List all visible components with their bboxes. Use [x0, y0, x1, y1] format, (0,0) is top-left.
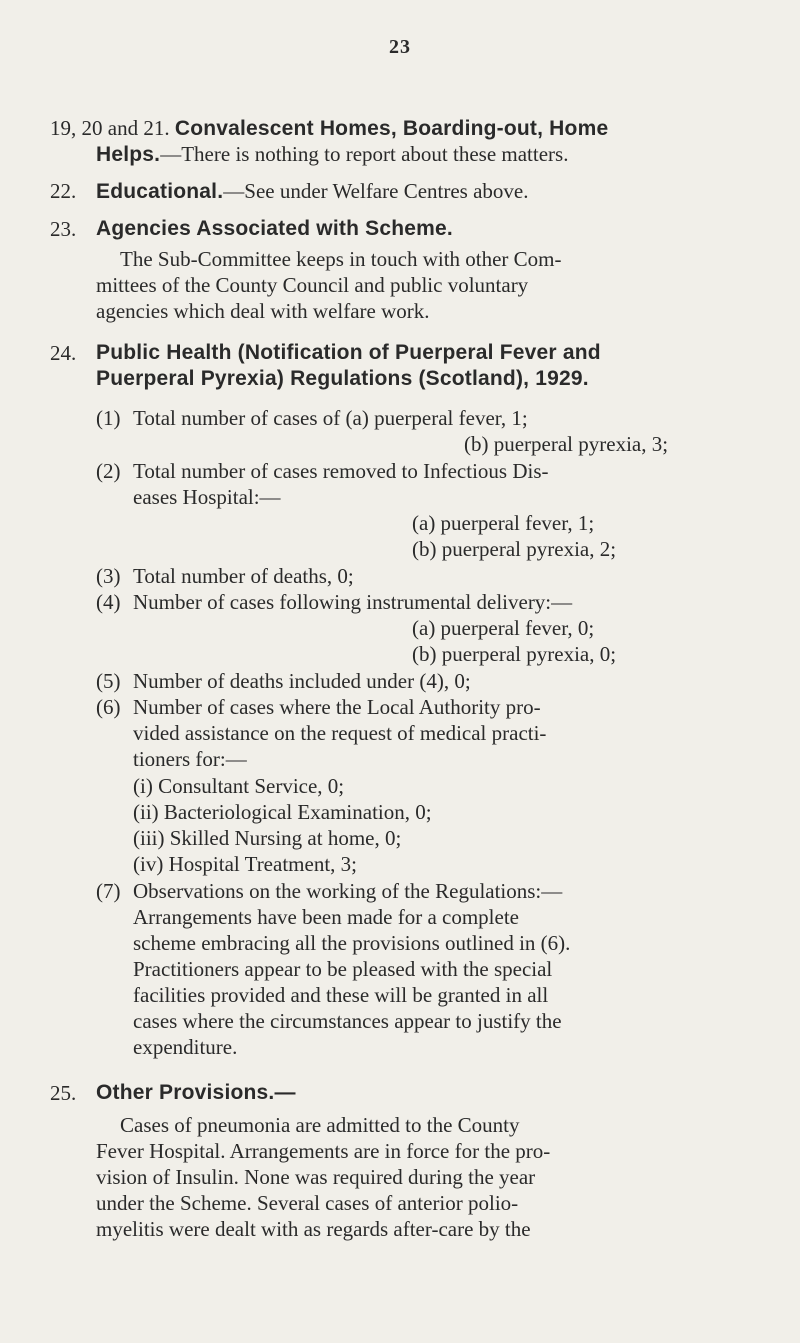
- item-number: (1): [96, 406, 121, 430]
- section-title-continued: Helps.: [96, 143, 161, 166]
- paragraph-line: The Sub-Committee keeps in touch with other Com-: [120, 247, 562, 271]
- item-subline: (b) puerperal pyrexia, 2;: [412, 537, 617, 561]
- section-number: 24.: [50, 341, 77, 365]
- section-number-continued: 20 and 21.: [81, 116, 170, 140]
- paragraph-line: cases where the circumstances appear to justify the: [133, 1009, 562, 1033]
- section-number: 23.: [50, 217, 77, 241]
- paragraph-line: agencies which deal with welfare work.: [96, 299, 430, 323]
- item-subline: (a) puerperal fever, 1;: [412, 511, 595, 535]
- item-text: Total number of cases of (a) puerperal fever, 1;: [133, 406, 528, 430]
- section-title: Other Provisions.—: [96, 1081, 296, 1104]
- item-text: eases Hospital:—: [133, 485, 281, 509]
- page-number: 23: [389, 36, 411, 58]
- section-number: 19,: [50, 116, 77, 140]
- item-number: (4): [96, 590, 121, 614]
- paragraph-line: under the Scheme. Several cases of anterior polio-: [96, 1191, 519, 1215]
- paragraph-line: Practitioners appear to be pleased with the special: [133, 957, 553, 981]
- item-number: (5): [96, 669, 121, 693]
- section-title-continued: Puerperal Pyrexia) Regulations (Scotland), 1929.: [96, 367, 589, 390]
- paragraph-line: expenditure.: [133, 1035, 238, 1059]
- item-text: Number of deaths included under (4), 0;: [133, 669, 471, 693]
- item-number: (3): [96, 564, 121, 588]
- section-title: Public Health (Notification of Puerperal Fever and: [96, 341, 601, 364]
- section-number: 22.: [50, 179, 77, 203]
- paragraph-line: Arrangements have been made for a complete: [133, 905, 519, 929]
- paragraph-line: facilities provided and these will be granted in all: [133, 983, 549, 1007]
- paragraph-line: Observations on the working of the Regulations:—: [133, 879, 563, 903]
- sub-item: (iii) Skilled Nursing at home, 0;: [133, 826, 402, 850]
- item-text: Total number of deaths, 0;: [133, 564, 354, 588]
- item-number: (2): [96, 459, 121, 483]
- paragraph-line: Cases of pneumonia are admitted to the County: [120, 1113, 520, 1137]
- section-title: Educational.: [96, 180, 224, 203]
- item-text: Number of cases where the Local Authority pro-: [133, 695, 541, 719]
- section-title: Agencies Associated with Scheme.: [96, 217, 453, 240]
- section-text: —There is nothing to report about these matters.: [160, 142, 569, 166]
- paragraph-line: myelitis were dealt with as regards after-care by the: [96, 1217, 531, 1241]
- section-title: Convalescent Homes, Boarding-out, Home: [174, 117, 609, 140]
- section-text: —See under Welfare Centres above.: [223, 179, 529, 203]
- item-text: vided assistance on the request of medical practi-: [133, 721, 547, 745]
- paragraph-line: mittees of the County Council and public voluntary: [96, 273, 529, 297]
- item-text: Total number of cases removed to Infectious Dis-: [133, 459, 549, 483]
- paragraph-line: Fever Hospital. Arrangements are in force for the pro-: [96, 1139, 551, 1163]
- item-subline: (b) puerperal pyrexia, 3;: [464, 432, 669, 456]
- item-number: (6): [96, 695, 121, 719]
- section-number: 25.: [50, 1081, 77, 1105]
- sub-item: (i) Consultant Service, 0;: [133, 774, 345, 798]
- item-text: tioners for:—: [133, 747, 247, 771]
- paragraph-line: scheme embracing all the provisions outlined in (6).: [133, 931, 571, 955]
- sub-item: (ii) Bacteriological Examination, 0;: [133, 800, 432, 824]
- item-text: Number of cases following instrumental delivery:—: [133, 590, 573, 614]
- item-subline: (b) puerperal pyrexia, 0;: [412, 642, 617, 666]
- item-subline: (a) puerperal fever, 0;: [412, 616, 595, 640]
- item-number: (7): [96, 879, 121, 903]
- paragraph-line: vision of Insulin. None was required during the year: [96, 1165, 536, 1189]
- sub-item: (iv) Hospital Treatment, 3;: [133, 852, 357, 876]
